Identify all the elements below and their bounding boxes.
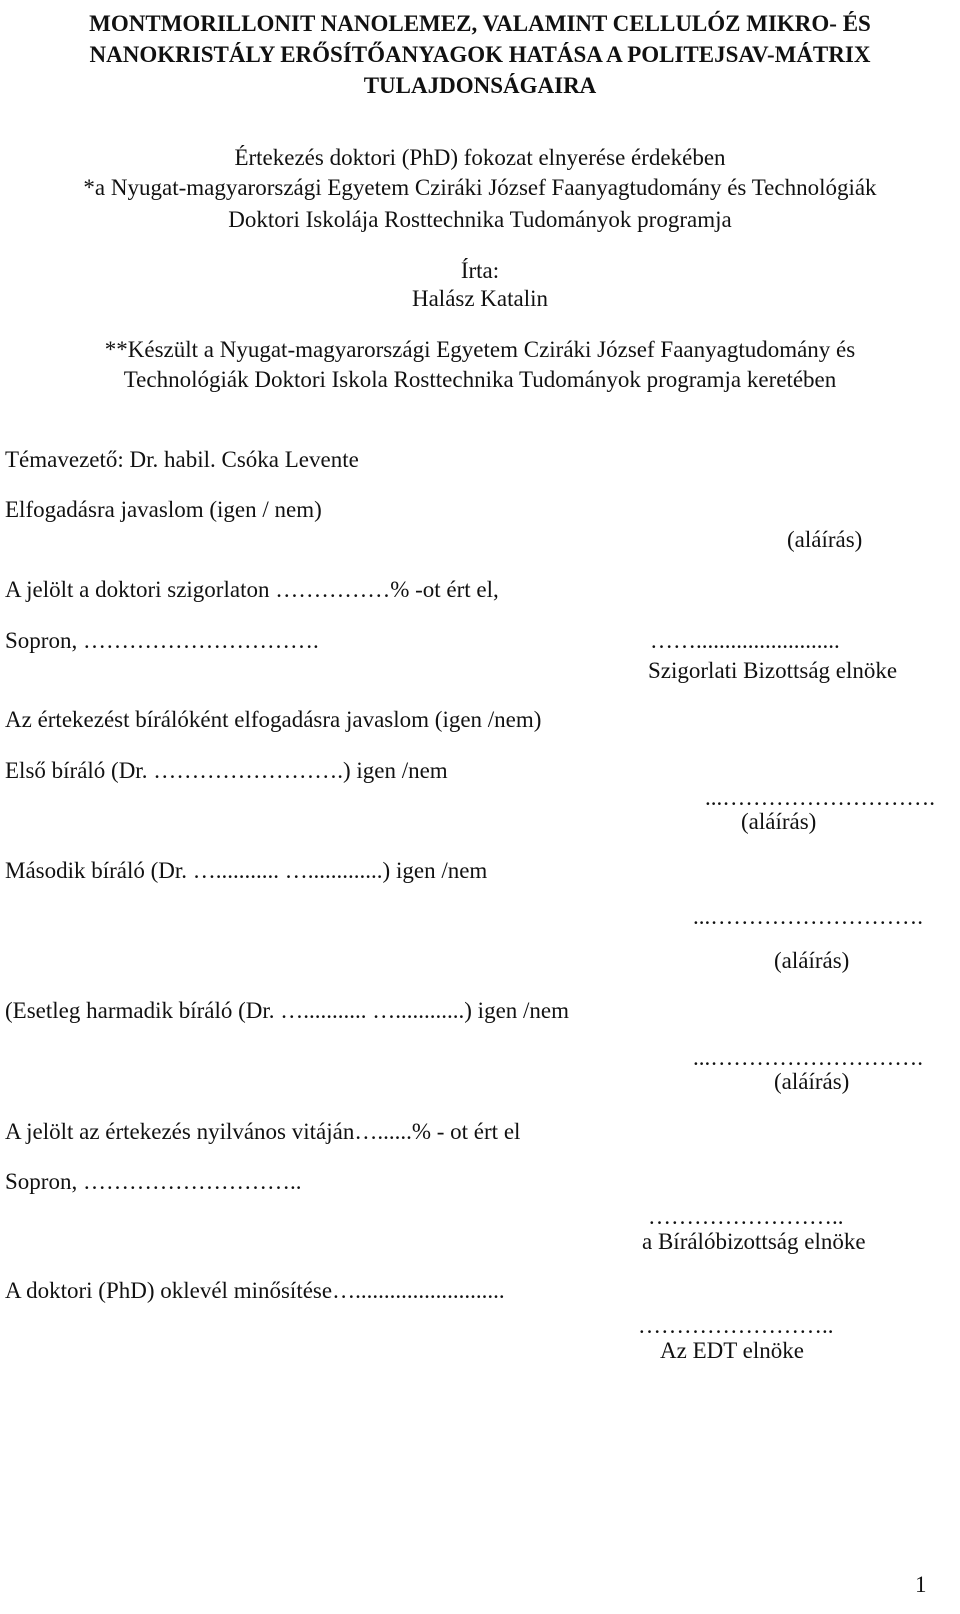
document-title (0, 8, 960, 101)
page-number: 1 (915, 1572, 927, 1597)
third-reviewer-signature: (aláírás) (774, 1069, 850, 1094)
defense-chair-dots: …………………….. (648, 1204, 844, 1229)
third-reviewer-dots: ...………………………. (693, 1045, 923, 1070)
diploma-text: A doktori (PhD) oklevél minősítése….......................... (5, 1278, 505, 1303)
edt-label: Az EDT elnöke (660, 1338, 804, 1363)
intro-line-1: Értekezés doktori (PhD) fokozat elnyerése érdekében (234, 145, 726, 170)
third-reviewer: (Esetleg harmadik bíráló (Dr. …........... …............) igen /nem (5, 998, 570, 1023)
defense-result-text: A jelölt az értekezés nyilvános vitáján…......% - ot ért el (5, 1119, 521, 1144)
second-reviewer-dots: ...………………………. (693, 904, 923, 929)
second-reviewer: Második bíráló (Dr. …........... ….............) igen /nem (5, 858, 488, 883)
author-label: Írta: (460, 258, 500, 283)
supervisor-text: Témavezető: Dr. habil. Csóka Levente (5, 447, 359, 472)
title-line-2: NANOKRISTÁLY ERŐSÍTŐANYAGOK HATÁSA A POLITEJSAV-MÁTRIX (89, 42, 871, 68)
title-line-1: MONTMORILLONIT NANOLEMEZ, VALAMINT CELLULÓZ MIKRO- ÉS (89, 11, 871, 36)
intro-line-2: *a Nyugat-magyarországi Egyetem Cziráki József Faanyagtudomány és Technológiák (83, 175, 877, 200)
made-line-1: **Készült a Nyugat-magyarországi Egyetem Cziráki József Faanyagtudomány és (104, 337, 856, 362)
exam-committee-chair: Szigorlati Bizottság elnöke (648, 658, 898, 683)
supervisor-accept-text: Elfogadásra javaslom (igen / nem) (5, 497, 322, 522)
reviewers-intro: Az értekezést bírálóként elfogadásra javaslom (igen /nem) (5, 707, 542, 732)
second-reviewer-signature: (aláírás) (774, 948, 850, 973)
exam-place-text: Sopron, …………………………. (5, 628, 319, 653)
made-line-2: Technológiák Doktori Iskola Rosttechnika Tudományok programja keretében (123, 367, 837, 392)
edt-dots: …………………….. (638, 1313, 834, 1338)
defense-place-text: Sopron, ……………………….. (5, 1169, 302, 1194)
exam-signature-dots: ……......................... (650, 628, 840, 653)
first-reviewer-dots: ...………………………. (705, 785, 935, 810)
first-reviewer: Első bíráló (Dr. …………………….) igen /nem (5, 758, 448, 783)
first-reviewer-signature: (aláírás) (741, 809, 817, 834)
exam-result-text: A jelölt a doktori szigorlaton ……………% -ot ért el, (5, 577, 499, 602)
title-line-3: TULAJDONSÁGAIRA (363, 73, 597, 99)
defense-chair-label: a Bírálóbizottság elnöke (642, 1229, 866, 1254)
supervisor-signature-label: (aláírás) (787, 527, 863, 552)
intro-line-3: Doktori Iskolája Rosttechnika Tudományok programja (228, 207, 732, 232)
author-name: Halász Katalin (411, 286, 549, 311)
